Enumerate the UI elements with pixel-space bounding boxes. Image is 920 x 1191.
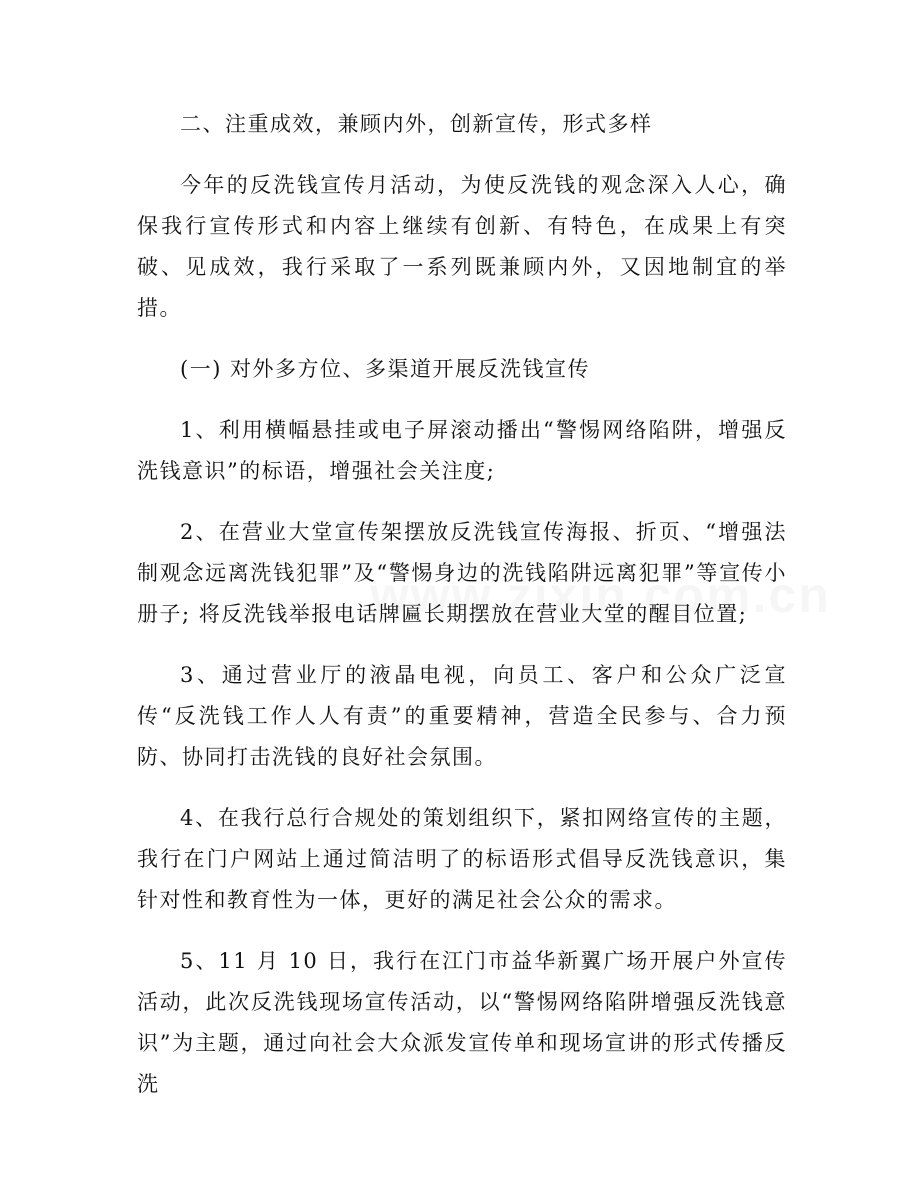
list-item-2: 2、在营业大堂宣传架摆放反洗钱宣传海报、折页、“增强法制观念远离洗钱犯罪”及“警惕身边的洗钱陷阱远离犯罪”等宣传小册子; 将反洗钱举报电话牌匾长期摆放在营业大堂的醒目位置; bbox=[137, 520, 787, 626]
list-item-5: 5、11 月 10 日，我行在江门市益华新翼广场开展户外宣传活动，此次反洗钱现场宣传活动，以“警惕网络陷阱增强反洗钱意识”为主题，通过向社会大众派发宣传单和现场宣讲的形式传播反洗 bbox=[137, 949, 787, 1096]
section-heading: 二、注重成效，兼顾内外，创新宣传，形式多样 bbox=[180, 112, 653, 136]
subsection-heading: (一) 对外多方位、多渠道开展反洗钱宣传 bbox=[180, 357, 591, 381]
document-body bbox=[137, 104, 787, 1125]
intro-paragraph: 今年的反洗钱宣传月活动，为使反洗钱的观念深入人心，确保我行宣传形式和内容上继续有创新、有特色，在成果上有突破、见成效，我行采取了一系列既兼顾内外，又因地制宜的举措。 bbox=[137, 173, 787, 320]
list-item-4: 4、在我行总行合规处的策划组织下，紧扣网络宣传的主题，我行在门户网站上通过简洁明了的标语形式倡导反洗钱意识，集针对性和教育性为一体，更好的满足社会公众的需求。 bbox=[137, 806, 787, 912]
list-item-1: 1、利用横幅悬挂或电子屏滚动播出“警惕网络陷阱，增强反洗钱意识”的标语，增强社会关注度; bbox=[137, 418, 787, 483]
list-item-3: 3、通过营业厅的液晶电视，向员工、客户和公众广泛宣传“反洗钱工作人人有责”的重要精神，营造全民参与、合力预防、协同打击洗钱的良好社会氛围。 bbox=[137, 663, 787, 769]
